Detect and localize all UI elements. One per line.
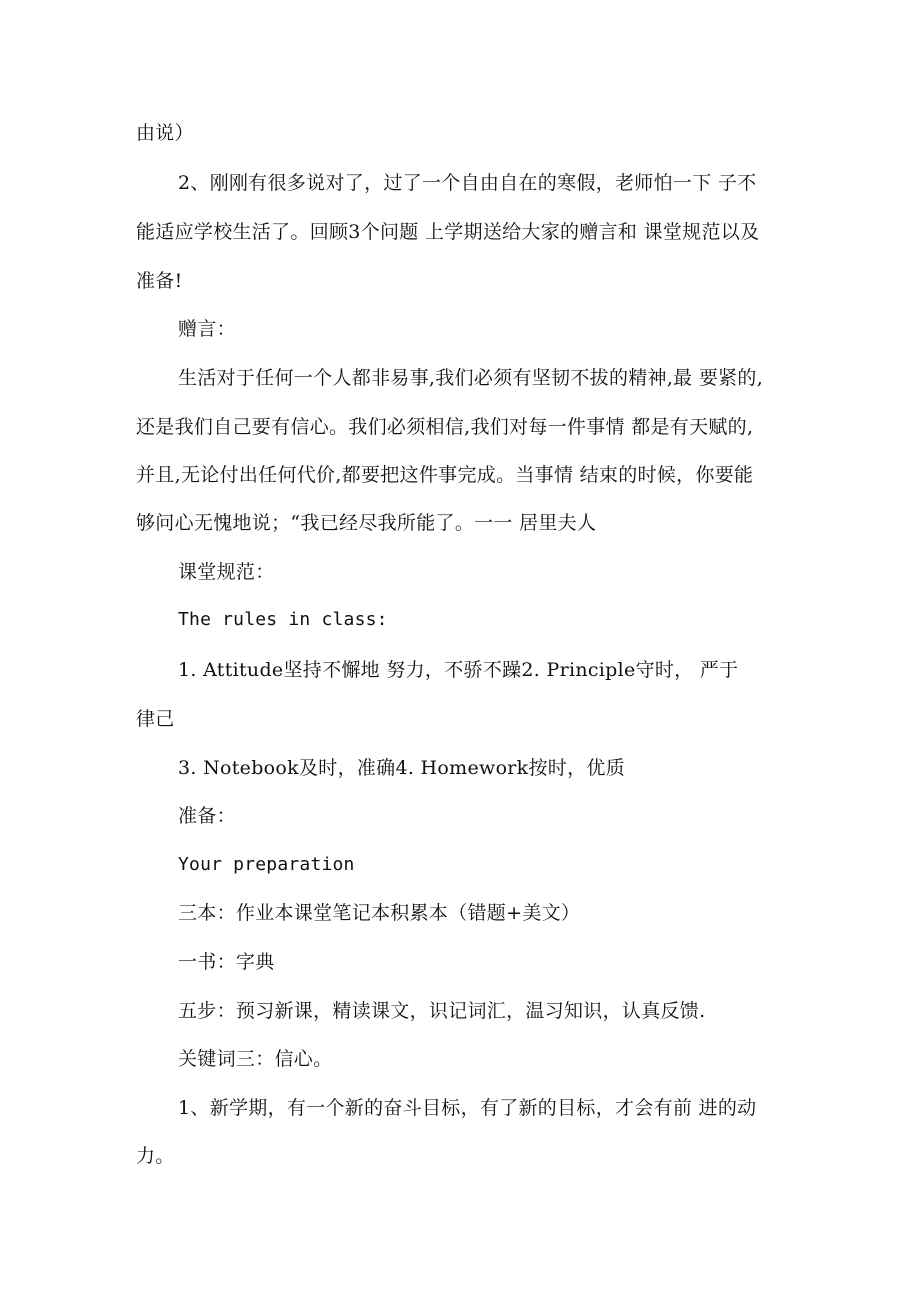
text-line-20: 关键词三：信心。 bbox=[178, 1048, 333, 1070]
text-line-10: 课堂规范： bbox=[178, 561, 275, 583]
text-line-3: 能适应学校生活了。回顾3个问题 上学期送给大家的赠言和 课堂规范以及 bbox=[136, 221, 760, 243]
text-line-11: The rules in class: bbox=[178, 609, 388, 630]
text-line-22: 力。 bbox=[136, 1145, 175, 1167]
text-line-21: 1、新学期，有一个新的奋斗目标，有了新的目标，才会有前 进的动 bbox=[178, 1097, 757, 1119]
text-line-8: 并且,无论付出任何代价,都要把这件事完成。当事情 结束的时候，你要能 bbox=[136, 464, 754, 486]
text-line-6: 生活对于任何一个人都非易事,我们必须有坚韧不拔的精神,最 要紧的, bbox=[178, 367, 764, 389]
text-line-4: 准备! bbox=[136, 270, 183, 292]
text-line-17: 三本：作业本课堂笔记本积累本（错题+美文） bbox=[178, 902, 581, 924]
text-line-14: 3. Notebook及时，准确4. Homework按时，优质 bbox=[178, 757, 625, 779]
text-line-7: 还是我们自己要有信心。我们必须相信,我们对每一件事情 都是有天赋的, bbox=[136, 416, 754, 438]
text-line-12: 1. Attitude坚持不懈地 努力，不骄不躁2. Principle守时， 严于 bbox=[178, 659, 739, 681]
text-line-19: 五步：预习新课，精读课文，识记词汇，温习知识，认真反馈. bbox=[178, 1000, 706, 1022]
text-line-18: 一书：字典 bbox=[178, 951, 275, 973]
text-line-2: 2、刚刚有很多说对了，过了一个自由自在的寒假，老师怕一下 子不 bbox=[178, 172, 757, 194]
text-line-13: 律己 bbox=[136, 708, 175, 730]
text-line-1: 由说） bbox=[136, 122, 194, 144]
text-line-9: 够问心无愧地说；“我已经尽我所能了。一一 居里夫人 bbox=[136, 512, 597, 534]
text-line-15: 准备： bbox=[178, 805, 236, 827]
text-line-16: Your preparation bbox=[178, 854, 355, 875]
text-line-5: 赠言： bbox=[178, 318, 236, 340]
